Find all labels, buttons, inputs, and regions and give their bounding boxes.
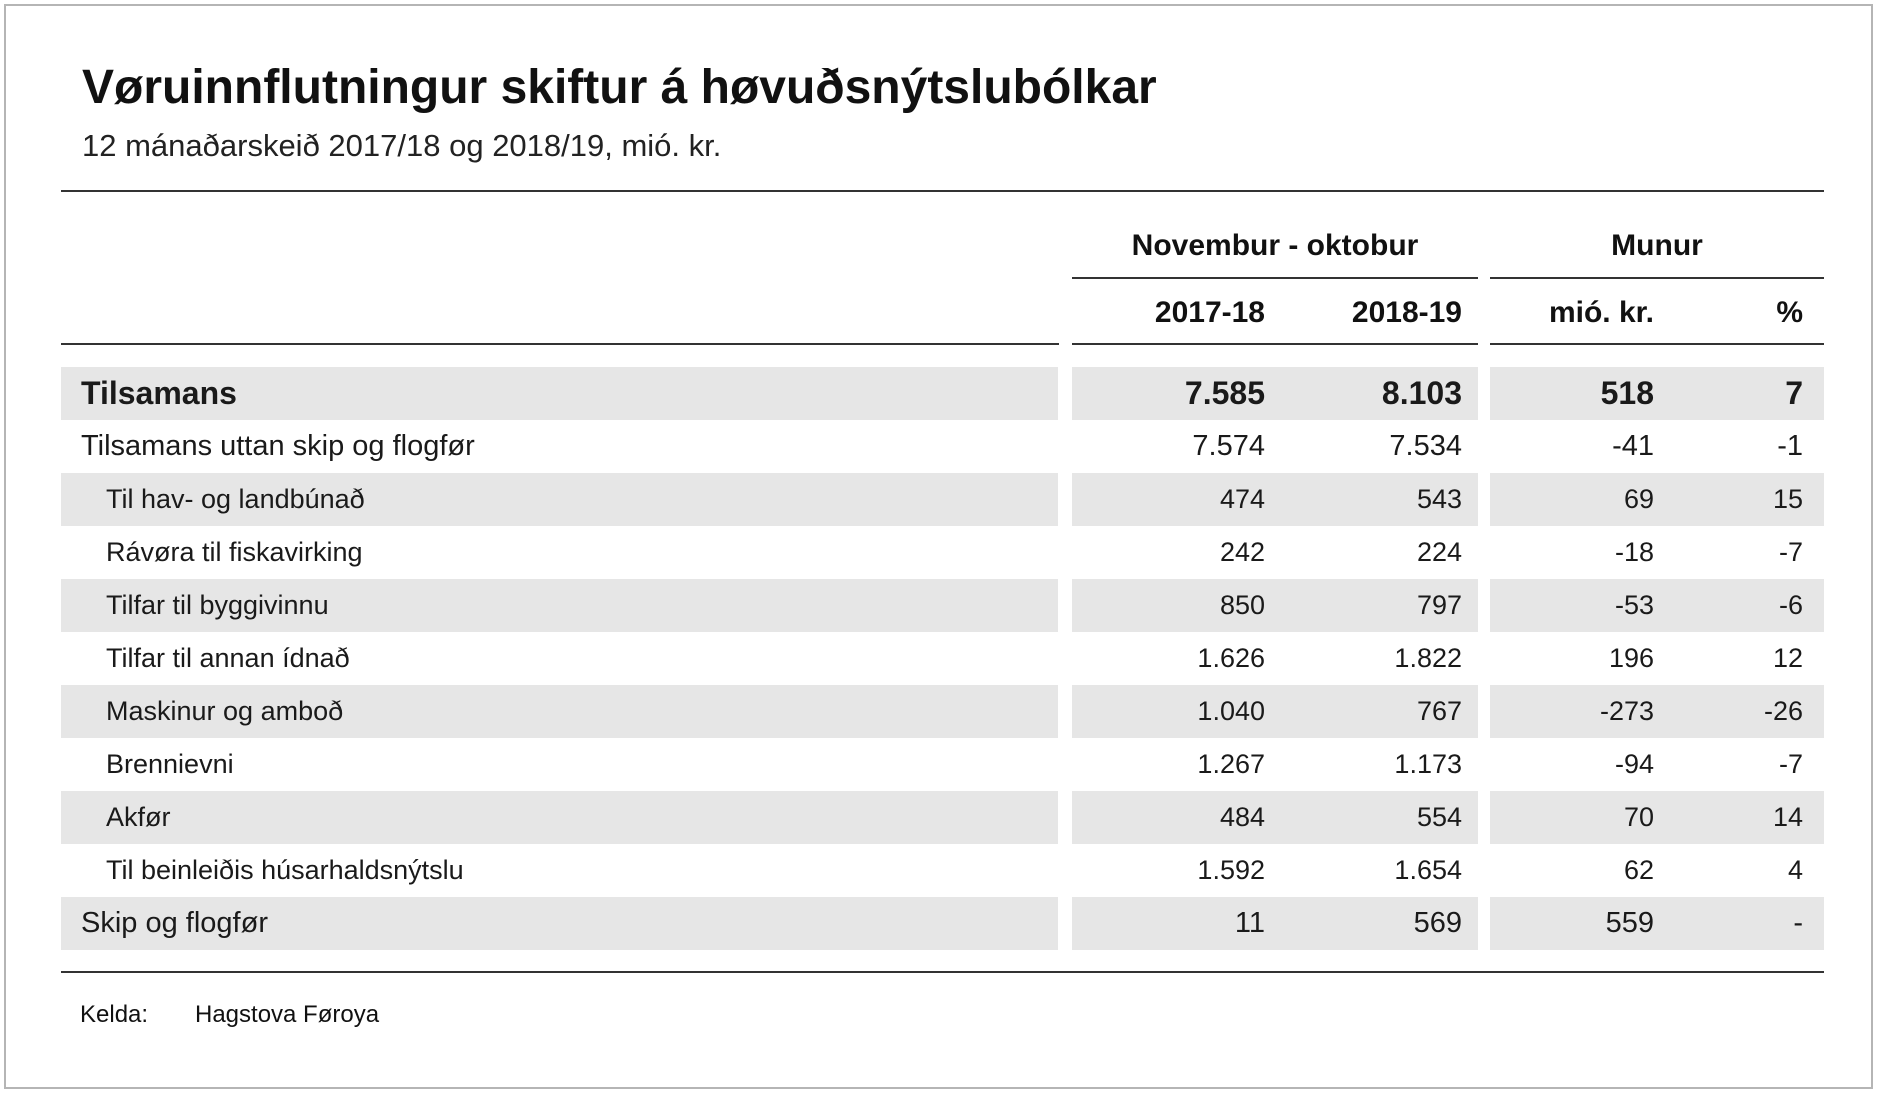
table-row [0,844,1881,897]
column-header-2017-18: 2017-18 [1154,296,1265,329]
row-value: 569 [1413,907,1462,939]
row-value: 554 [1416,802,1462,832]
row-value: 62 [1623,855,1654,885]
row-value: -26 [1763,696,1803,726]
row-value: 11 [1234,907,1265,939]
row-value: 70 [1623,802,1654,832]
row-label: Tilfar til byggivinnu [106,590,329,620]
column-header-diff-percent: % [1776,296,1803,329]
header-rule-period [1072,343,1478,345]
row-value: 12 [1772,643,1803,673]
table-row [0,420,1881,473]
group-rule-period [1072,277,1478,279]
table-row [0,791,1881,844]
row-value: 1.173 [1394,749,1462,779]
table-row [0,632,1881,685]
row-label: Maskinur og amboð [106,696,344,726]
row-value: 224 [1416,537,1462,567]
row-value: -53 [1614,590,1654,620]
row-value: -6 [1778,590,1803,620]
row-value: 543 [1416,484,1462,514]
row-label: Til hav- og landbúnað [106,484,365,514]
row-value: 8.103 [1381,375,1462,411]
table-row [0,685,1881,738]
chart-subtitle: 12 mánaðarskeið 2017/18 og 2018/19, mió. kr. [82,128,722,163]
row-value: 1.654 [1394,855,1462,885]
row-label: Til beinleiðis húsarhaldsnýtslu [106,855,464,885]
row-value: 1.592 [1197,855,1265,885]
row-value: -7 [1778,537,1803,567]
row-value: - [1793,907,1803,939]
table-row [0,526,1881,579]
row-label: Skip og flogfør [81,907,268,939]
top-rule [61,190,1824,192]
header-rule-difference [1490,343,1824,345]
row-value: -41 [1612,430,1654,462]
row-value: 4 [1787,855,1803,885]
column-header-diff-amount: mió. kr. [1548,296,1654,329]
row-value: -18 [1614,537,1654,567]
row-value: 767 [1416,696,1462,726]
row-value: 1.040 [1197,696,1265,726]
row-value: 7.534 [1389,430,1462,462]
row-value: -94 [1614,749,1654,779]
table-row [0,579,1881,632]
row-value: 559 [1605,907,1654,939]
row-label: Akfør [106,802,171,832]
column-group-difference: Munur [1611,229,1703,262]
bottom-rule [61,971,1824,973]
row-value: 14 [1772,802,1803,832]
row-value: 1.626 [1197,643,1265,673]
row-value: 7.574 [1192,430,1265,462]
row-value: 1.267 [1197,749,1265,779]
row-label: Tilsamans [81,375,237,411]
row-value: 69 [1623,484,1654,514]
row-value: -7 [1778,749,1803,779]
row-value: 518 [1600,375,1654,411]
table-row [0,738,1881,791]
table-row [0,897,1881,950]
column-group-period: Novembur - oktobur [1131,229,1419,262]
row-shading [61,791,1058,844]
row-value: -1 [1777,430,1803,462]
row-label: Brennievni [106,749,234,779]
source-value: Hagstova Føroya [195,1001,380,1028]
row-value: 1.822 [1394,643,1462,673]
header-rule-label [61,343,1059,345]
table-row [0,367,1881,420]
row-value: 7 [1785,375,1803,411]
chart-title: Vøruinnflutningur skiftur á høvuðsnýtslubólkar [82,61,1157,114]
table-row [0,473,1881,526]
row-value: 242 [1219,537,1265,567]
source-label: Kelda: [80,1001,149,1028]
group-rule-difference [1490,277,1824,279]
row-value: -273 [1599,696,1654,726]
row-value: 7.585 [1184,375,1265,411]
row-value: 196 [1608,643,1654,673]
row-label: Tilfar til annan ídnað [106,643,350,673]
row-value: 15 [1772,484,1803,514]
column-header-2018-19: 2018-19 [1351,296,1462,329]
row-label: Rávøra til fiskavirking [106,537,363,567]
row-value: 797 [1416,590,1462,620]
row-value: 484 [1219,802,1265,832]
row-value: 474 [1219,484,1265,514]
row-value: 850 [1219,590,1265,620]
row-label: Tilsamans uttan skip og flogfør [81,430,475,462]
